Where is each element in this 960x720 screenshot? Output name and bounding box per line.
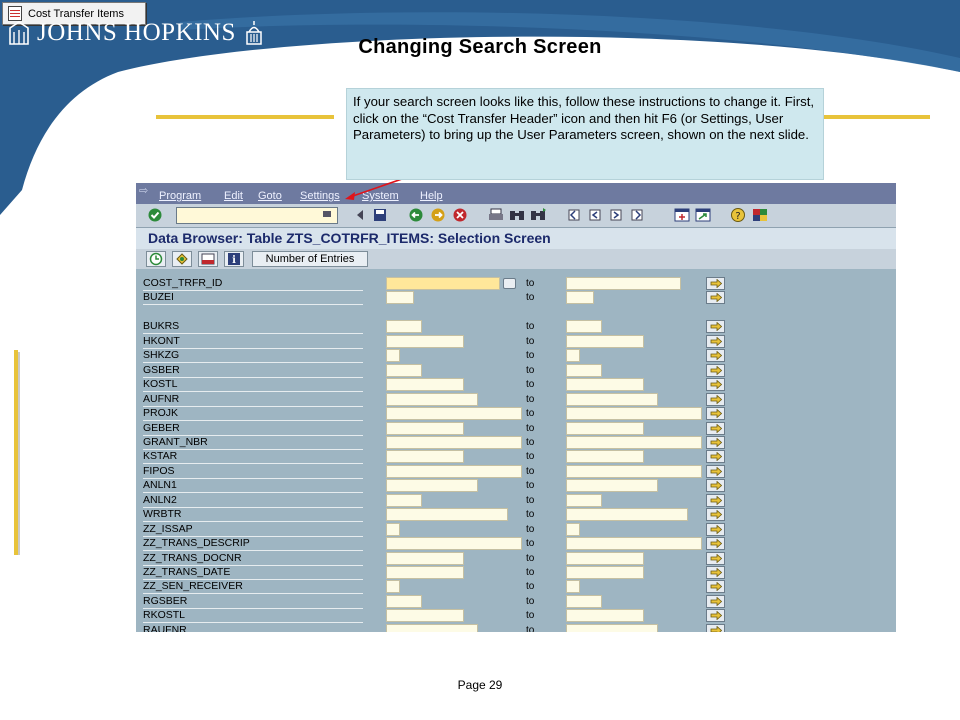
- field-low-input[interactable]: [386, 537, 522, 550]
- multiple-selection-button[interactable]: [706, 609, 725, 622]
- menu-system[interactable]: System: [362, 190, 399, 202]
- multiple-selection-button[interactable]: [706, 436, 725, 449]
- arrow-right-icon: [710, 597, 722, 606]
- arrow-right-icon: [710, 351, 722, 360]
- arrow-right-icon: [710, 395, 722, 404]
- to-label: to: [526, 610, 535, 621]
- field-low-input[interactable]: [386, 595, 422, 608]
- field-low-input[interactable]: [386, 335, 464, 348]
- layout-icon[interactable]: [752, 208, 768, 222]
- field-label: BUZEI: [143, 291, 363, 305]
- field-high-input[interactable]: [566, 378, 644, 391]
- field-low-input[interactable]: [386, 624, 478, 632]
- arrow-right-icon: [710, 337, 722, 346]
- slide-title: Changing Search Screen: [358, 36, 602, 58]
- field-high-input[interactable]: [566, 436, 702, 449]
- save-variant-icon: [199, 252, 217, 266]
- field-low-input[interactable]: [386, 508, 508, 521]
- field-high-input[interactable]: [566, 320, 602, 333]
- system-menu-icon[interactable]: ⇨: [139, 185, 149, 197]
- arrow-right-icon: [710, 424, 722, 433]
- arrow-right-icon: [710, 510, 722, 519]
- to-label: to: [526, 321, 535, 332]
- multiple-selection-button[interactable]: [706, 624, 725, 632]
- field-high-input[interactable]: [566, 277, 681, 290]
- instruction-callout: If your search screen looks like this, follow these instructions to change it. First, click on the “Cost Transfer Header” icon and then hit F6 (or Settings, User Parameters) to bring up the User Parameters screen, shown on the next slide.: [346, 88, 824, 180]
- to-label: to: [526, 480, 535, 491]
- field-low-input[interactable]: [386, 450, 464, 463]
- field-high-input[interactable]: [566, 422, 644, 435]
- menu-settings[interactable]: Settings: [300, 190, 340, 202]
- multiple-selection-button[interactable]: [706, 494, 725, 507]
- field-label: PROJK: [143, 407, 363, 421]
- field-low-input[interactable]: [386, 407, 522, 420]
- field-label: ZZ_TRANS_DATE: [143, 566, 363, 580]
- to-label: to: [526, 278, 535, 289]
- page-number: Page 29: [457, 678, 503, 692]
- field-label: FIPOS: [143, 465, 363, 479]
- multiple-selection-button[interactable]: [706, 407, 725, 420]
- to-label: to: [526, 437, 535, 448]
- to-label: to: [526, 292, 535, 303]
- field-label: KOSTL: [143, 378, 363, 392]
- field-low-input[interactable]: [386, 479, 478, 492]
- arrow-right-icon: [710, 626, 722, 632]
- multiple-selection-button[interactable]: [706, 378, 725, 391]
- field-low-input[interactable]: [386, 580, 400, 593]
- command-history-icon[interactable]: [322, 209, 332, 219]
- field-label: HKONT: [143, 335, 363, 349]
- field-low-input[interactable]: [386, 349, 400, 362]
- field-low-input[interactable]: [386, 566, 464, 579]
- window-tab-label: Cost Transfer Items: [28, 7, 124, 20]
- to-label: to: [526, 365, 535, 376]
- field-label: GSBER: [143, 364, 363, 378]
- create-session-icon[interactable]: [674, 208, 690, 222]
- field-high-input[interactable]: [566, 494, 602, 507]
- svg-text:?: ?: [735, 211, 741, 222]
- multiple-selection-button[interactable]: [706, 291, 725, 304]
- field-low-input[interactable]: [386, 494, 422, 507]
- sap-selection-screen: [136, 183, 896, 632]
- field-label: ZZ_TRANS_DESCRIP: [143, 537, 363, 551]
- selection-options-icon: [173, 252, 191, 266]
- multiple-selection-button[interactable]: [706, 335, 725, 348]
- field-high-input[interactable]: [566, 465, 702, 478]
- field-high-input[interactable]: [566, 364, 602, 377]
- field-low-input[interactable]: [386, 552, 464, 565]
- collapse-icon[interactable]: [352, 208, 368, 222]
- to-label: to: [526, 495, 535, 506]
- field-label: GEBER: [143, 422, 363, 436]
- to-label: to: [526, 466, 535, 477]
- field-high-input[interactable]: [566, 595, 602, 608]
- arrow-right-icon: [710, 525, 722, 534]
- to-label: to: [526, 408, 535, 419]
- print-icon[interactable]: [488, 208, 504, 222]
- to-label: to: [526, 336, 535, 347]
- field-label: BUKRS: [143, 320, 363, 334]
- menu-program[interactable]: Program: [159, 190, 202, 202]
- back-icon[interactable]: [408, 208, 424, 222]
- field-low-input[interactable]: [386, 422, 464, 435]
- field-label: ANLN1: [143, 479, 363, 493]
- field-label: COST_TRFR_ID: [143, 277, 363, 291]
- next-page-icon[interactable]: [608, 208, 624, 222]
- field-label: ANLN2: [143, 494, 363, 508]
- field-high-input[interactable]: [566, 624, 658, 632]
- field-low-input[interactable]: [386, 378, 464, 391]
- selection-options-button[interactable]: [172, 251, 192, 267]
- execute-button[interactable]: [146, 251, 166, 267]
- field-high-input[interactable]: [566, 523, 580, 536]
- arrow-right-icon: [710, 409, 722, 418]
- field-label: AUFNR: [143, 393, 363, 407]
- menu-edit[interactable]: Edit: [224, 190, 243, 202]
- arrow-right-icon: [710, 582, 722, 591]
- command-field[interactable]: [176, 207, 338, 224]
- screen-title: Data Browser: Table ZTS_COTRFR_ITEMS: Selection Screen: [136, 228, 896, 249]
- arrow-right-icon: [710, 611, 722, 620]
- field-label: ZZ_SEN_RECEIVER: [143, 580, 363, 594]
- arrow-right-icon: [710, 496, 722, 505]
- field-high-input[interactable]: [566, 450, 644, 463]
- field-high-input[interactable]: [566, 291, 594, 304]
- field-high-input[interactable]: [566, 580, 580, 593]
- multiple-selection-button[interactable]: [706, 537, 725, 550]
- field-high-input[interactable]: [566, 609, 644, 622]
- number-of-entries-button[interactable]: Number of Entries: [252, 251, 368, 267]
- to-label: to: [526, 451, 535, 462]
- multiple-selection-button[interactable]: [706, 523, 725, 536]
- field-label: RKOSTL: [143, 609, 363, 623]
- svg-text:i: i: [232, 255, 236, 266]
- cancel-icon[interactable]: [452, 208, 468, 222]
- find-next-icon[interactable]: [530, 208, 546, 222]
- to-label: to: [526, 553, 535, 564]
- to-label: to: [526, 596, 535, 607]
- save-icon[interactable]: [372, 208, 388, 222]
- to-label: to: [526, 350, 535, 361]
- arrow-right-icon: [710, 293, 722, 302]
- field-high-input[interactable]: [566, 566, 644, 579]
- arrow-right-icon: [710, 554, 722, 563]
- to-label: to: [526, 567, 535, 578]
- field-label: KSTAR: [143, 450, 363, 464]
- value-help-icon[interactable]: [503, 278, 516, 289]
- exit-icon[interactable]: [430, 208, 446, 222]
- accent-line-shadow: [18, 352, 20, 555]
- field-low-input[interactable]: [386, 320, 422, 333]
- help-icon[interactable]: [730, 208, 746, 222]
- field-label: WRBTR: [143, 508, 363, 522]
- multiple-selection-button[interactable]: [706, 320, 725, 333]
- multiple-selection-button[interactable]: [706, 580, 725, 593]
- field-label: ZZ_TRANS_DOCNR: [143, 552, 363, 566]
- field-low-input[interactable]: [386, 465, 522, 478]
- first-page-icon[interactable]: [566, 208, 582, 222]
- to-label: to: [526, 423, 535, 434]
- enter-check-icon[interactable]: [147, 208, 163, 222]
- arrow-right-icon: [710, 322, 722, 331]
- arrow-right-icon: [710, 279, 722, 288]
- arrow-right-icon: [710, 366, 722, 375]
- menu-help[interactable]: Help: [420, 190, 443, 202]
- field-label: ZZ_ISSAP: [143, 523, 363, 537]
- field-low-input[interactable]: [386, 523, 400, 536]
- multiple-selection-button[interactable]: [706, 364, 725, 377]
- field-label: RAUFNR: [143, 624, 363, 632]
- shortcut-icon[interactable]: [695, 208, 711, 222]
- field-high-input[interactable]: [566, 407, 702, 420]
- multiple-selection-button[interactable]: [706, 465, 725, 478]
- field-low-input[interactable]: [386, 609, 464, 622]
- execute-icon: [147, 252, 165, 266]
- to-label: to: [526, 394, 535, 405]
- field-high-input[interactable]: [566, 349, 580, 362]
- multiple-selection-button[interactable]: [706, 595, 725, 608]
- info-icon: [225, 252, 243, 266]
- to-label: to: [526, 509, 535, 520]
- field-high-input[interactable]: [566, 552, 644, 565]
- to-label: to: [526, 379, 535, 390]
- field-label: GRANT_NBR: [143, 436, 363, 450]
- multiple-selection-button[interactable]: [706, 508, 725, 521]
- multiple-selection-button[interactable]: [706, 479, 725, 492]
- field-low-input[interactable]: [386, 436, 522, 449]
- multiple-selection-button[interactable]: [706, 393, 725, 406]
- field-low-input[interactable]: [386, 364, 422, 377]
- sap-standard-toolbar: [136, 204, 896, 228]
- to-label: to: [526, 524, 535, 535]
- save-variant-button[interactable]: [198, 251, 218, 267]
- field-label: SHKZG: [143, 349, 363, 363]
- menu-goto[interactable]: Goto: [258, 190, 282, 202]
- multiple-selection-button[interactable]: [706, 349, 725, 362]
- multiple-selection-button[interactable]: [706, 277, 725, 290]
- arrow-right-icon: [710, 467, 722, 476]
- multiple-selection-button[interactable]: [706, 552, 725, 565]
- to-label: to: [526, 581, 535, 592]
- last-page-icon[interactable]: [629, 208, 645, 222]
- previous-page-icon[interactable]: [587, 208, 603, 222]
- arrow-right-icon: [710, 438, 722, 447]
- arrow-right-icon: [710, 481, 722, 490]
- multiple-selection-button[interactable]: [706, 566, 725, 579]
- info-button[interactable]: [224, 251, 244, 267]
- find-icon[interactable]: [509, 208, 525, 222]
- to-label: to: [526, 625, 535, 632]
- arrow-right-icon: [710, 568, 722, 577]
- multiple-selection-button[interactable]: [706, 422, 725, 435]
- to-label: to: [526, 538, 535, 549]
- multiple-selection-button[interactable]: [706, 450, 725, 463]
- field-high-input[interactable]: [566, 508, 688, 521]
- sap-menu-bar: [136, 183, 896, 204]
- logo-text: JOHNS HOPKINS: [37, 19, 236, 46]
- arrow-right-icon: [710, 452, 722, 461]
- field-high-input[interactable]: [566, 479, 658, 492]
- field-label: RGSBER: [143, 595, 363, 609]
- field-low-input[interactable]: [386, 291, 414, 304]
- field-high-input[interactable]: [566, 537, 702, 550]
- field-low-input[interactable]: [386, 277, 500, 290]
- application-toolbar: [136, 249, 896, 269]
- arrow-right-icon: [710, 539, 722, 548]
- field-high-input[interactable]: [566, 393, 658, 406]
- field-low-input[interactable]: [386, 393, 478, 406]
- field-high-input[interactable]: [566, 335, 644, 348]
- arrow-right-icon: [710, 380, 722, 389]
